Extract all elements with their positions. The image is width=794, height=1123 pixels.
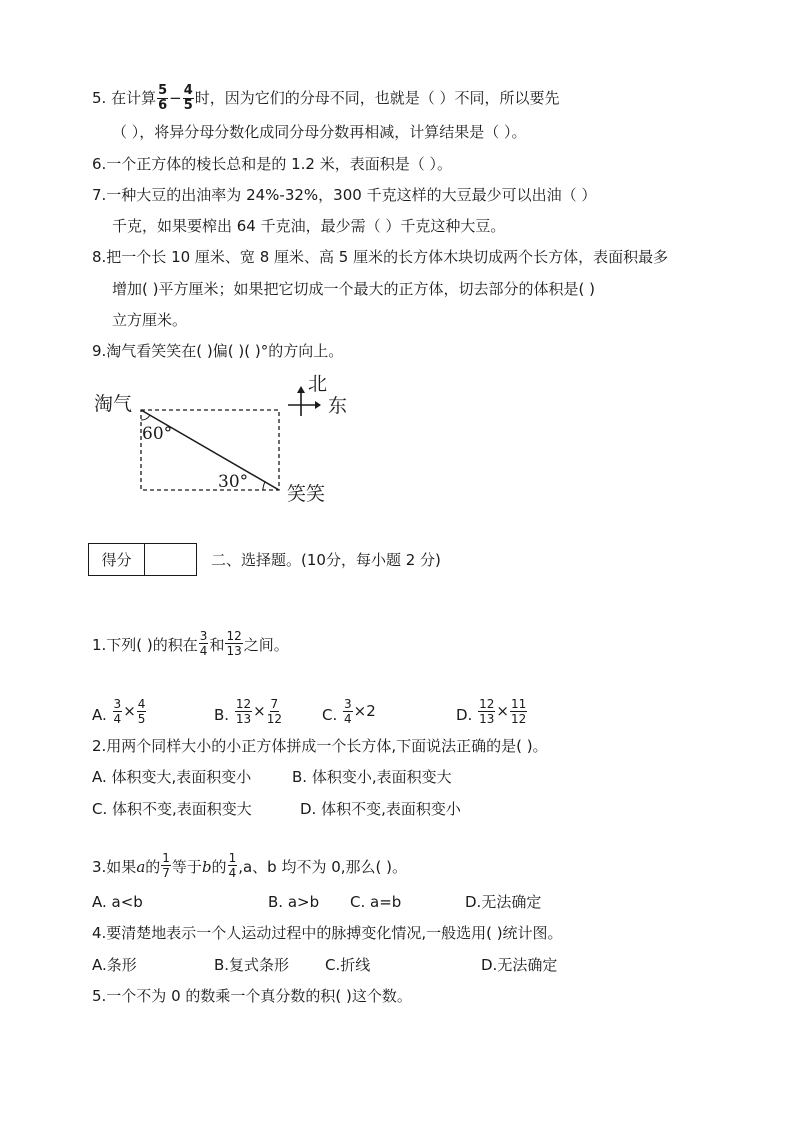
- angle-arc-bottom: [263, 482, 265, 490]
- cq3-option-a: A. a<b: [92, 893, 143, 911]
- q5-prefix: 5. 在计算: [92, 89, 157, 107]
- cq1-option-c: C. $\frac{3}{4}$ ×2: [322, 697, 376, 726]
- cq4-option-d: D.无法确定: [481, 956, 558, 974]
- cq4-option-a: A.条形: [92, 956, 137, 974]
- cq2-option-a: A. 体积变大,表面积变小: [92, 768, 252, 786]
- cq2-option-d: D. 体积不变,表面积变小: [300, 800, 461, 818]
- diagonal-line: [141, 410, 279, 490]
- angle-30-label: 30°: [218, 472, 249, 492]
- angle-60-label: 60°: [142, 424, 173, 444]
- cq4-option-b: B.复式条形: [214, 956, 290, 974]
- cq1-suffix: 之间。: [243, 636, 289, 654]
- score-blank: [145, 544, 196, 575]
- question-7-line-1: 7.一种大豆的出油率为 24%-32%，300 千克这样的大豆最少可以出油（ ）: [92, 186, 597, 204]
- question-5-line-2: （ ），将异分母分数化成同分母分数再相减，计算结果是（ ）。: [112, 123, 527, 141]
- question-7-line-2: 千克，如果要榨出 64 千克油，最少需（ ）千克这种大豆。: [112, 217, 506, 235]
- question-8-line-3: 立方厘米。: [112, 311, 188, 329]
- cq1-option-d: D. $\frac{12}{13}$ × $\frac{11}{12}$: [456, 697, 527, 726]
- angle-arc-top: [141, 415, 150, 420]
- cq1-option-a: A. $\frac{3}{4}$ × $\frac{4}{5}$: [92, 697, 146, 726]
- cq1-fraction-12-13: $\frac{12}{13}$: [226, 629, 242, 658]
- score-box: [88, 543, 197, 576]
- q5-minus: −: [169, 89, 182, 107]
- cq4-option-c: C.折线: [325, 956, 371, 974]
- cq1-fraction-3-4: $\frac{3}{4}$: [199, 629, 208, 658]
- label-xiaoxiao: 笑笑: [287, 483, 326, 505]
- compass-north-label: 北: [308, 373, 328, 395]
- cq3-fraction-1-7: $\frac{1}{7}$: [162, 851, 170, 880]
- cq1-option-b: B. $\frac{12}{13}$ × $\frac{7}{12}$: [214, 697, 282, 726]
- cq1-prefix: 1.下列( )的积在: [92, 636, 198, 654]
- choice-question-2: 2.用两个同样大小的小正方体拼成一个长方体,下面说法正确的是( )。: [92, 737, 548, 755]
- cq1-and: 和: [209, 636, 225, 654]
- cq2-option-c: C. 体积不变,表面积变大: [92, 800, 252, 818]
- compass-east-label: 东: [328, 395, 348, 417]
- cq2-option-b: B. 体积变小,表面积变大: [292, 768, 452, 786]
- cq3-option-d: D.无法确定: [465, 893, 542, 911]
- cq3-fraction-1-4: $\frac{1}{4}$: [228, 851, 237, 880]
- label-taoqi: 淘气: [94, 393, 133, 415]
- choice-question-4: 4.要清楚地表示一个人运动过程中的脉搏变化情况,一般选用( )统计图。: [92, 924, 563, 942]
- question-5-line-1: [92, 84, 560, 113]
- choice-question-1: [92, 628, 289, 662]
- q5-fraction-2: $\frac{4}{5}$: [183, 83, 193, 113]
- cq3-option-b: B. a>b: [268, 893, 320, 911]
- q5-text-part-1: 时，因为它们的分母不同，也就是（ ）不同，所以要先: [194, 89, 560, 107]
- q5-fraction-1: $\frac{5}{6}$: [158, 83, 168, 113]
- score-label: 得分: [89, 544, 145, 575]
- direction-diagram: [90, 370, 430, 510]
- question-6: 6.一个正方体的棱长总和是的 1.2 米，表面积是（ ）。: [92, 155, 452, 173]
- question-8-line-1: 8.把一个长 10 厘米、宽 8 厘米、高 5 厘米的长方体木块切成两个长方体，表面积最多: [92, 248, 669, 266]
- question-8-line-2: 增加( )平方厘米；如果把它切成一个最大的正方体，切去部分的体积是( ): [112, 280, 595, 298]
- choice-question-5: 5.一个不为 0 的数乘一个真分数的积( )这个数。: [92, 987, 412, 1005]
- cq3-option-c: C. a=b: [350, 893, 402, 911]
- question-9: 9.淘气看笑笑在( )偏( )( )°的方向上。: [92, 342, 344, 360]
- choice-question-3: 3.如果a的 $\frac{1}{7}$ 等于b的 $\frac{1}{4}$ ,a、b 均不为 0,那么( )。: [92, 851, 408, 880]
- section-two-title: 二、选择题。(10分，每小题 2 分): [211, 551, 441, 569]
